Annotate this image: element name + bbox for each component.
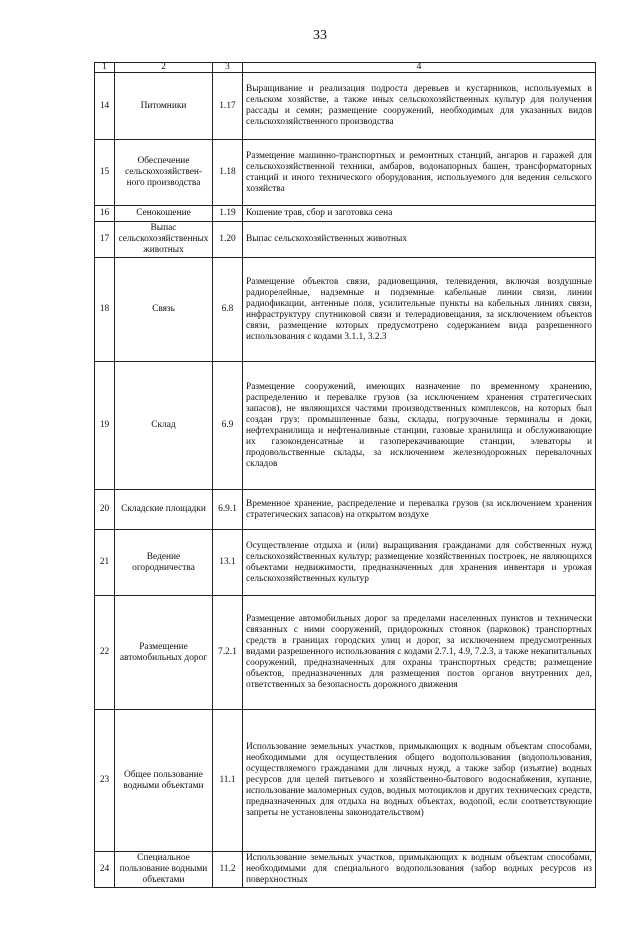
table-row: [95, 596, 596, 710]
use-type-code: 6.9.1: [213, 490, 243, 530]
row-number: 14: [95, 73, 115, 140]
header-col-3: 3: [213, 63, 243, 73]
use-type-description: Кошение трав, сбор и заготовка сена: [243, 206, 596, 222]
use-type-description: Размещение автомобильных дорог за пределами населенных пунктов и технически связанных с ними сооружений, придорожных стоянок (парковок) транспортных средств в границах городских улиц и дорог, за исключением предусмотренных видами разрешенного использования с кодами 2.7.1, 4.9, 7.2.3, а также некапитальных сооружений, предназначенных для охраны транспортных средств; размещение объектов, предназначенных для размещения постов органов внутренних дел, ответственных за безопасность дорожного движения: [243, 596, 596, 710]
table-row: [95, 362, 596, 490]
use-type-name: Складские площадки: [115, 490, 213, 530]
land-use-table: [94, 62, 596, 888]
use-type-name: Связь: [115, 258, 213, 362]
use-type-code: 11.2: [213, 852, 243, 888]
table-row: [95, 710, 596, 852]
use-type-name: Сенокошение: [115, 206, 213, 222]
use-type-name: Склад: [115, 362, 213, 490]
page-number: 33: [313, 28, 327, 43]
row-number: 18: [95, 258, 115, 362]
use-type-description: Использование земельных участков, примыкающих к водным объектам способами, необходимыми для осуществления общего водопользования (водопользования, осуществляемого гражданами для личных нужд, а также забор (изъятие) водных ресурсов для целей питьевого и хозяйственно-бытового водоснабжения, купание, использование маломерных судов, водных мотоциклов и других технических средств, предназначенных для отдыха на водных объектах, водопой, если соответствующие запреты не установлены законодательством): [243, 710, 596, 852]
use-type-description: Временное хранение, распределение и перевалка грузов (за исключением хранения стратегических запасов) на открытом воздухе: [243, 490, 596, 530]
table-row: [95, 222, 596, 258]
use-type-name: Обеспечение сельскохозяйствен-ного производства: [115, 140, 213, 206]
table-row: [95, 530, 596, 596]
use-type-description: Размещение сооружений, имеющих назначение по временному хранению, распределению и перевалке грузов (за исключением хранения стратегических запасов), не являющихся частями производственных комплексов, на которых был создан груз: промышленные базы, склады, погрузочные терминалы и доки, нефтехранилища и нефтеналивные станции, газовые хранилища и обслуживающие их газоконденсатные и газоперекачивающие станции, элеваторы и продовольственные склады, за исключением железнодорожных перевалочных складов: [243, 362, 596, 490]
use-type-code: 11.1: [213, 710, 243, 852]
use-type-description: Размещение объектов связи, радиовещания, телевидения, включая воздушные радиорелейные, надземные и подземные кабельные линии связи, линии радиофикации, антенные поля, усилительные пункты на кабельных линиях связи, инфраструктуру спутниковой связи и телерадиовещания, за исключением объектов связи, размещение которых предусмотрено содержанием вида разрешенного использования с кодами 3.1.1, 3.2.3: [243, 258, 596, 362]
header-col-2: 2: [115, 63, 213, 73]
row-number: 20: [95, 490, 115, 530]
use-type-description: Использование земельных участков, примыкающих к водным объектам способами, необходимыми для специального водопользования (забор водных ресурсов из поверхностных: [243, 852, 596, 888]
use-type-code: 7.2.1: [213, 596, 243, 710]
row-number: 24: [95, 852, 115, 888]
use-type-name: Выпас сельскохозяйственных животных: [115, 222, 213, 258]
use-type-code: 6.9: [213, 362, 243, 490]
row-number: 16: [95, 206, 115, 222]
use-type-code: 13.1: [213, 530, 243, 596]
use-type-code: 1.19: [213, 206, 243, 222]
use-type-description: Осуществление отдыха и (или) выращивания гражданами для собственных нужд сельскохозяйственных культур; размещение хозяйственных построек, не являющихся объектами недвижимости, предназначенных для хранения инвентаря и урожая сельскохозяйственных культур: [243, 530, 596, 596]
row-number: 17: [95, 222, 115, 258]
use-type-description: Выращивание и реализация подроста деревьев и кустарников, используемых в сельском хозяйстве, а также иных сельскохозяйственных культур для получения рассады и семян; размещение сооружений, необходимых для указанных видов сельскохозяйственного производства: [243, 73, 596, 140]
use-type-name: Общее пользование водными объектами: [115, 710, 213, 852]
table-row: [95, 852, 596, 888]
use-type-code: 1.18: [213, 140, 243, 206]
use-type-name: Размещение автомобильных дорог: [115, 596, 213, 710]
use-type-code: 1.20: [213, 222, 243, 258]
use-type-name: Питомники: [115, 73, 213, 140]
row-number: 15: [95, 140, 115, 206]
header-col-1: 1: [95, 63, 115, 73]
table-row: [95, 73, 596, 140]
table-header-row: [95, 63, 596, 73]
table-row: [95, 258, 596, 362]
use-type-name: Ведение огородничества: [115, 530, 213, 596]
row-number: 21: [95, 530, 115, 596]
use-type-description: Выпас сельскохозяйственных животных: [243, 222, 596, 258]
header-col-4: 4: [243, 63, 596, 73]
row-number: 23: [95, 710, 115, 852]
use-type-description: Размещение машинно-транспортных и ремонтных станций, ангаров и гаражей для сельскохозяйственной техники, амбаров, водонапорных башен, трансформаторных станций и иного технического оборудования, используемого для ведения сельского хозяйства: [243, 140, 596, 206]
table-row: [95, 140, 596, 206]
row-number: 22: [95, 596, 115, 710]
use-type-code: 6.8: [213, 258, 243, 362]
use-type-code: 1.17: [213, 73, 243, 140]
row-number: 19: [95, 362, 115, 490]
use-type-name: Специальное пользование водными объектами: [115, 852, 213, 888]
table-row: [95, 490, 596, 530]
table-row: [95, 206, 596, 222]
